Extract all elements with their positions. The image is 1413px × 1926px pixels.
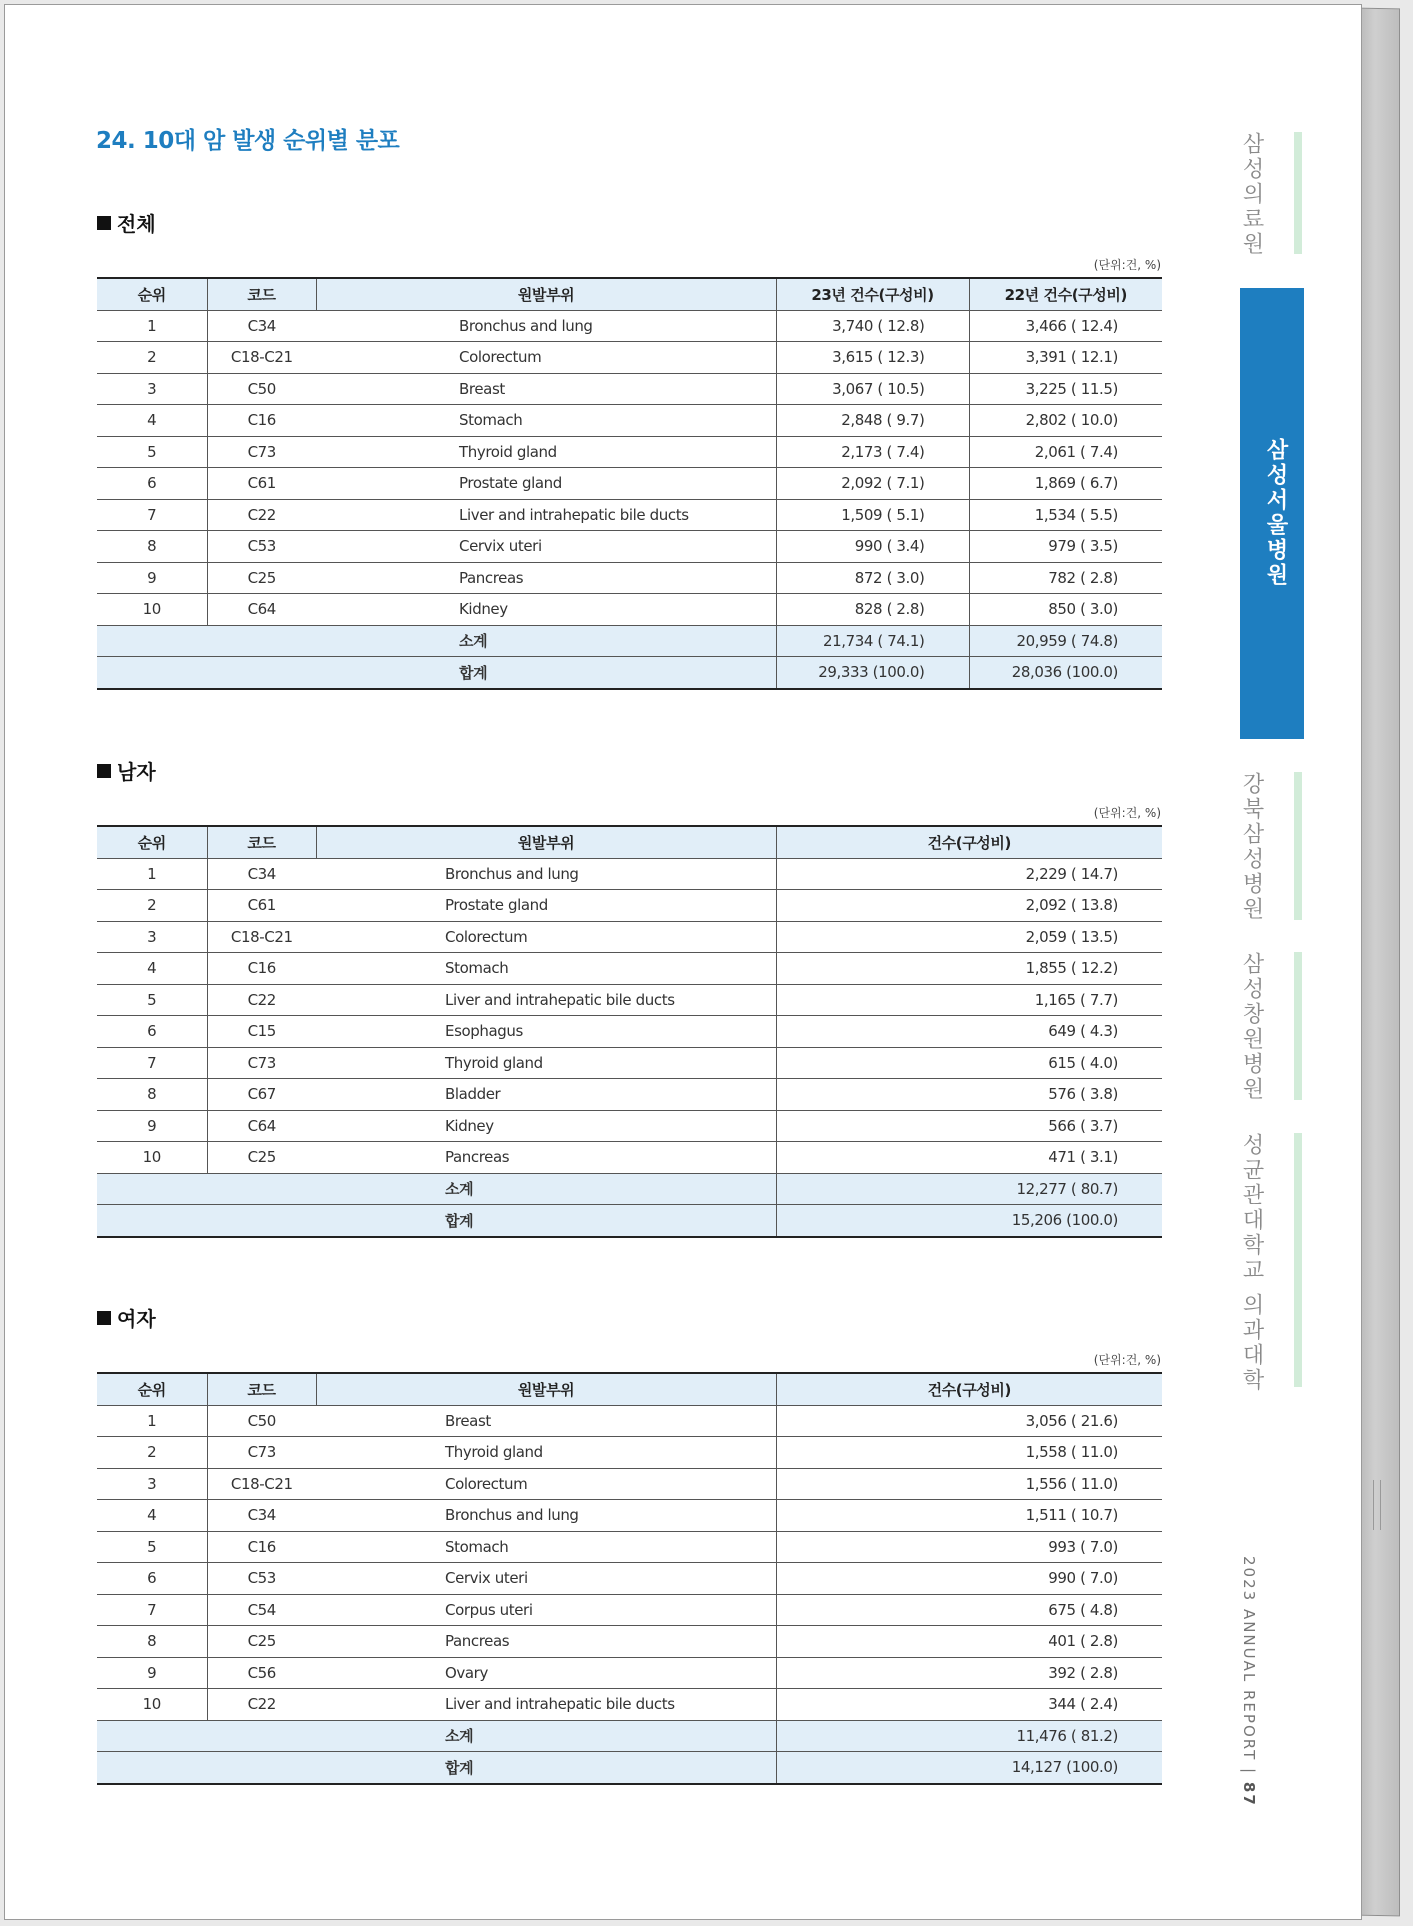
subtotal-row [97,1173,1162,1205]
code-cell: C16 [207,953,316,985]
code-cell: C22 [207,984,316,1016]
rank-cell: 3 [97,921,207,953]
site-cell: Liver and intrahepatic bile ducts [316,984,776,1016]
table-row [97,1500,1162,1532]
site-cell: Liver and intrahepatic bile ducts [316,499,776,531]
count-cell: 20,959 ( 74.8) [969,625,1162,657]
count-cell: 3,740 ( 12.8) [776,310,969,342]
code-cell: C50 [207,373,316,405]
rank-cell: 5 [97,436,207,468]
rank-cell: 6 [97,1563,207,1595]
sidebar-marker [1294,952,1302,1100]
code-cell: C53 [207,531,316,563]
site-cell: Colorectum [316,342,776,374]
site-cell: Kidney [316,594,776,626]
site-cell: Corpus uteri [316,1594,776,1626]
sum-label: 소계 [316,1720,776,1752]
blank-cell [97,1173,316,1205]
table-row [97,1110,1162,1142]
site-cell: Colorectum [316,921,776,953]
site-cell: Pancreas [316,1142,776,1174]
table-row [97,1563,1162,1595]
site-cell: Cervix uteri [316,531,776,563]
code-cell: C50 [207,1405,316,1437]
subtotal-row [97,625,1162,657]
subtotal-row [97,1720,1162,1752]
rank-cell: 4 [97,405,207,437]
square-bullet-icon [97,764,111,778]
column-header: 원발부위 [316,826,776,858]
site-cell: Cervix uteri [316,1563,776,1595]
count-cell: 3,225 ( 11.5) [969,373,1162,405]
page-edge-mark [1373,1480,1381,1530]
sidebar-marker [1294,772,1302,920]
table-row [97,1531,1162,1563]
code-cell: C25 [207,1142,316,1174]
site-cell: Esophagus [316,1016,776,1048]
count-cell: 2,059 ( 13.5) [776,921,1162,953]
rank-cell: 6 [97,468,207,500]
count-cell: 993 ( 7.0) [776,1531,1162,1563]
table-row [97,468,1162,500]
code-cell: C18-C21 [207,921,316,953]
code-cell: C54 [207,1594,316,1626]
code-cell: C25 [207,562,316,594]
count-cell: 990 ( 3.4) [776,531,969,563]
count-cell: 2,229 ( 14.7) [776,858,1162,890]
code-cell: C18-C21 [207,1468,316,1500]
page-number: 87 [1240,1781,1258,1807]
code-cell: C67 [207,1079,316,1111]
table-total [97,277,1162,690]
column-header: 순위 [97,826,207,858]
table-row [97,1437,1162,1469]
rank-cell: 7 [97,1594,207,1626]
section-title-total [97,208,156,237]
count-cell: 3,067 ( 10.5) [776,373,969,405]
column-header: 코드 [207,826,316,858]
site-cell: Breast [316,373,776,405]
table-female [97,1372,1162,1785]
count-cell: 14,127 (100.0) [776,1752,1162,1784]
total-row [97,1205,1162,1237]
code-cell: C64 [207,594,316,626]
count-cell: 615 ( 4.0) [776,1047,1162,1079]
sidebar-item-skku-medical-school[interactable]: 성균관대학교 의과대학 [1239,1133,1264,1393]
code-cell: C56 [207,1657,316,1689]
count-cell: 3,466 ( 12.4) [969,310,1162,342]
table-male [97,825,1162,1238]
sidebar-marker [1294,132,1302,254]
count-cell: 21,734 ( 74.1) [776,625,969,657]
section-heading: 남자 [117,760,156,784]
table-row [97,858,1162,890]
site-cell: Bronchus and lung [316,1500,776,1532]
page-title: 24. 10대 암 발생 순위별 분포 [96,128,400,154]
code-cell: C34 [207,310,316,342]
code-cell: C73 [207,1047,316,1079]
table-header-row [97,278,1162,310]
count-cell: 1,534 ( 5.5) [969,499,1162,531]
code-cell: C64 [207,1110,316,1142]
table-row [97,984,1162,1016]
count-cell: 782 ( 2.8) [969,562,1162,594]
blank-cell [97,625,316,657]
count-cell: 1,165 ( 7.7) [776,984,1162,1016]
section-title-male [97,756,156,785]
count-cell: 3,391 ( 12.1) [969,342,1162,374]
count-cell: 850 ( 3.0) [969,594,1162,626]
count-cell: 471 ( 3.1) [776,1142,1162,1174]
count-cell: 1,556 ( 11.0) [776,1468,1162,1500]
count-cell: 1,558 ( 11.0) [776,1437,1162,1469]
table-row [97,310,1162,342]
rank-cell: 8 [97,1626,207,1658]
column-header: 건수(구성비) [776,1373,1162,1405]
site-cell: Bronchus and lung [316,858,776,890]
table-row [97,921,1162,953]
rank-cell: 4 [97,1500,207,1532]
site-cell: Kidney [316,1110,776,1142]
code-cell: C53 [207,1563,316,1595]
table-row [97,1016,1162,1048]
count-cell: 15,206 (100.0) [776,1205,1162,1237]
blank-cell [97,1205,316,1237]
table-row [97,436,1162,468]
site-cell: Bladder [316,1079,776,1111]
table-row [97,594,1162,626]
sidebar-marker [1294,1133,1302,1387]
unit-label: (단위:건, %) [1093,806,1161,820]
site-cell: Breast [316,1405,776,1437]
blank-cell [97,1720,316,1752]
rank-cell: 8 [97,531,207,563]
table-row [97,1594,1162,1626]
site-cell: Pancreas [316,562,776,594]
count-cell: 828 ( 2.8) [776,594,969,626]
count-cell: 990 ( 7.0) [776,1563,1162,1595]
code-cell: C16 [207,405,316,437]
rank-cell: 2 [97,342,207,374]
column-header: 22년 건수(구성비) [969,278,1162,310]
code-cell: C18-C21 [207,342,316,374]
count-cell: 675 ( 4.8) [776,1594,1162,1626]
count-cell: 2,092 ( 7.1) [776,468,969,500]
table-row [97,1657,1162,1689]
count-cell: 344 ( 2.4) [776,1689,1162,1721]
rank-cell: 6 [97,1016,207,1048]
sum-label: 합계 [316,1205,776,1237]
count-cell: 2,848 ( 9.7) [776,405,969,437]
table-row [97,1079,1162,1111]
count-cell: 401 ( 2.8) [776,1626,1162,1658]
sum-label: 합계 [316,657,776,689]
footer-separator: | [1240,1768,1258,1776]
table-row [97,562,1162,594]
code-cell: C34 [207,1500,316,1532]
table-row [97,1405,1162,1437]
code-cell: C22 [207,499,316,531]
count-cell: 1,855 ( 12.2) [776,953,1162,985]
count-cell: 3,056 ( 21.6) [776,1405,1162,1437]
count-cell: 1,511 ( 10.7) [776,1500,1162,1532]
rank-cell: 2 [97,1437,207,1469]
square-bullet-icon [97,1311,111,1325]
site-cell: Stomach [316,1531,776,1563]
count-cell: 576 ( 3.8) [776,1079,1162,1111]
site-cell: Bronchus and lung [316,310,776,342]
square-bullet-icon [97,216,111,230]
table-row [97,1626,1162,1658]
code-cell: C25 [207,1626,316,1658]
table-row [97,499,1162,531]
unit-label: (단위:건, %) [1093,258,1161,272]
count-cell: 2,173 ( 7.4) [776,436,969,468]
count-cell: 3,615 ( 12.3) [776,342,969,374]
column-header: 순위 [97,278,207,310]
count-cell: 11,476 ( 81.2) [776,1720,1162,1752]
count-cell: 2,092 ( 13.8) [776,890,1162,922]
table-row [97,1047,1162,1079]
rank-cell: 10 [97,594,207,626]
count-cell: 12,277 ( 80.7) [776,1173,1162,1205]
rank-cell: 4 [97,953,207,985]
sidebar-item-samsung-seoul-hospital[interactable] [1240,288,1304,739]
code-cell: C73 [207,1437,316,1469]
rank-cell: 10 [97,1142,207,1174]
rank-cell: 9 [97,1110,207,1142]
rank-cell: 8 [97,1079,207,1111]
blank-cell [97,657,316,689]
section-heading: 여자 [117,1307,156,1331]
site-cell: Thyroid gland [316,1047,776,1079]
footer-annual-report [1240,1556,1258,1807]
site-cell: Colorectum [316,1468,776,1500]
site-cell: Thyroid gland [316,1437,776,1469]
count-cell: 29,333 (100.0) [776,657,969,689]
rank-cell: 3 [97,373,207,405]
count-cell: 872 ( 3.0) [776,562,969,594]
site-cell: Prostate gland [316,890,776,922]
count-cell: 2,802 ( 10.0) [969,405,1162,437]
count-cell: 1,869 ( 6.7) [969,468,1162,500]
rank-cell: 7 [97,1047,207,1079]
blank-cell [97,1752,316,1784]
count-cell: 649 ( 4.3) [776,1016,1162,1048]
site-cell: Liver and intrahepatic bile ducts [316,1689,776,1721]
rank-cell: 3 [97,1468,207,1500]
table-row [97,405,1162,437]
site-cell: Prostate gland [316,468,776,500]
column-header: 순위 [97,1373,207,1405]
sum-label: 합계 [316,1752,776,1784]
count-cell: 2,061 ( 7.4) [969,436,1162,468]
sum-label: 소계 [316,625,776,657]
section-title-female [97,1303,156,1332]
table-row [97,1689,1162,1721]
code-cell: C73 [207,436,316,468]
table-row [97,531,1162,563]
section-heading: 전체 [117,212,156,236]
code-cell: C61 [207,468,316,500]
site-cell: Stomach [316,405,776,437]
site-cell: Stomach [316,953,776,985]
footer-report-label: 2023 ANNUAL REPORT [1240,1556,1258,1762]
site-cell: Pancreas [316,1626,776,1658]
page-edge [1358,8,1400,1917]
table-row [97,1142,1162,1174]
sidebar-item-samsung-medical-center[interactable]: 삼성의료원 [1239,132,1264,257]
table-row [97,890,1162,922]
column-header: 원발부위 [316,278,776,310]
sidebar-item-kangbuk-samsung-hospital[interactable]: 강북삼성병원 [1239,772,1264,922]
rank-cell: 5 [97,984,207,1016]
column-header: 23년 건수(구성비) [776,278,969,310]
unit-label: (단위:건, %) [1093,1353,1161,1367]
table-row [97,342,1162,374]
rank-cell: 7 [97,499,207,531]
code-cell: C22 [207,1689,316,1721]
total-row [97,1752,1162,1784]
table-header-row [97,1373,1162,1405]
code-cell: C16 [207,1531,316,1563]
code-cell: C34 [207,858,316,890]
sidebar-item-samsung-changwon-hospital[interactable]: 삼성창원병원 [1239,952,1264,1102]
rank-cell: 1 [97,858,207,890]
code-cell: C15 [207,1016,316,1048]
code-cell: C61 [207,890,316,922]
count-cell: 979 ( 3.5) [969,531,1162,563]
rank-cell: 1 [97,310,207,342]
column-header: 코드 [207,278,316,310]
sum-label: 소계 [316,1173,776,1205]
rank-cell: 9 [97,562,207,594]
table-header-row [97,826,1162,858]
rank-cell: 9 [97,1657,207,1689]
table-row [97,1468,1162,1500]
count-cell: 1,509 ( 5.1) [776,499,969,531]
rank-cell: 2 [97,890,207,922]
rank-cell: 10 [97,1689,207,1721]
column-header: 건수(구성비) [776,826,1162,858]
count-cell: 392 ( 2.8) [776,1657,1162,1689]
column-header: 원발부위 [316,1373,776,1405]
site-cell: Ovary [316,1657,776,1689]
sidebar-item-label: 삼성서울병원 [1263,438,1288,588]
column-header: 코드 [207,1373,316,1405]
site-cell: Thyroid gland [316,436,776,468]
count-cell: 28,036 (100.0) [969,657,1162,689]
table-row [97,953,1162,985]
count-cell: 566 ( 3.7) [776,1110,1162,1142]
total-row [97,657,1162,689]
table-row [97,373,1162,405]
rank-cell: 1 [97,1405,207,1437]
rank-cell: 5 [97,1531,207,1563]
